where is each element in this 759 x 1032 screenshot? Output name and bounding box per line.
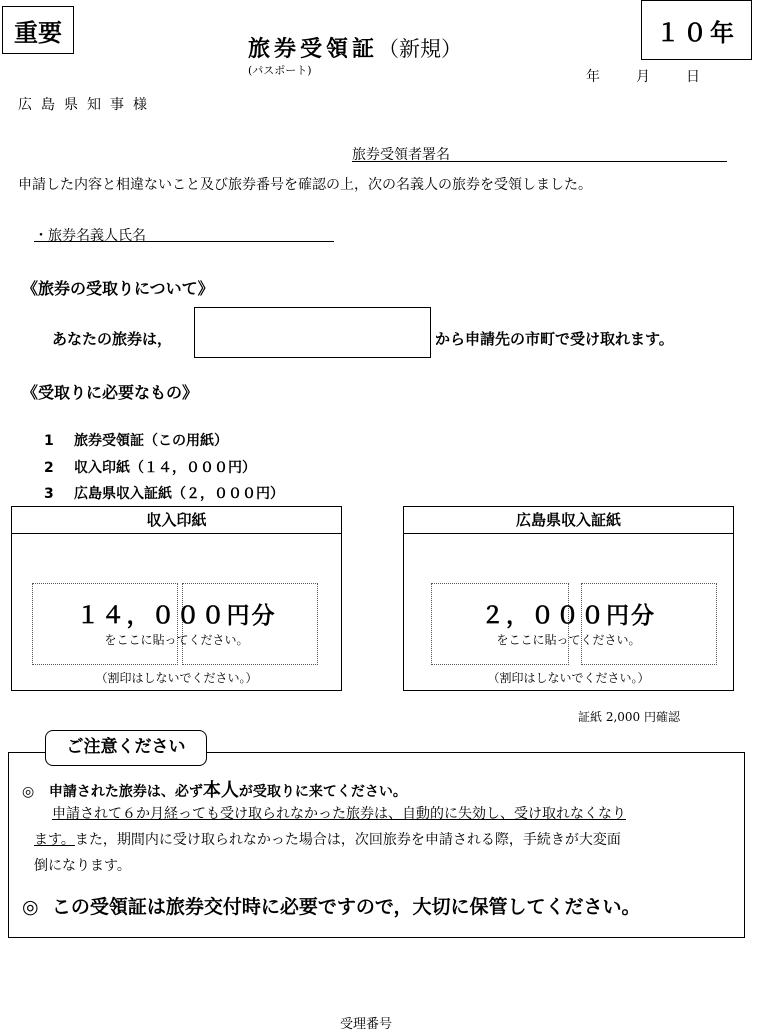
receipt-number-label: 受理番号 [340,1017,393,1032]
notice-item-1-line2: 申請されて６か月経っても受け取られなかった旅券は、自動的に失効し、受け取れなくなり [52,806,626,822]
important-badge: 重要 [2,6,74,54]
pickup-date-box[interactable] [194,307,431,358]
notice-item-1 [22,776,407,802]
validity-badge: １０年 [641,0,752,60]
revenue-stamp-amount: １４，０００円分 [76,603,277,629]
pickup-text-after: から申請先の市町で受け取れます。 [435,330,674,348]
holder-name-field[interactable] [34,241,334,242]
requirement-number: 1 [44,433,54,449]
signature-label: 旅券受領者署名 [352,147,450,163]
notice-item-1-post: が受取りに来てください。 [238,784,407,800]
page-title [248,32,462,63]
requirement-item [44,430,228,450]
date-month: 月 [636,69,650,85]
addressee: 広島県知事様 [18,97,156,113]
pickup-heading: 《旅券の受取りについて》 [22,279,214,298]
date-year: 年 [586,69,600,85]
requirement-number: 3 [44,486,54,502]
requirement-item [44,483,284,503]
notice-item-1-emphasis: 本人 [202,780,239,801]
notice-item-1-line3-underlined: ます。 [34,832,75,848]
title-sub: （新規） [378,37,463,61]
prefecture-stamp-note: （割印はしないでください。） [487,671,650,685]
notice-item-1-pre: 申請された旅券は、必ず [48,784,203,800]
revenue-stamp-instruction: をここに貼ってください。 [104,633,249,647]
requirements-heading: 《受取りに必要なもの》 [22,383,199,402]
notice-item-1-line4: 倒になります。 [34,858,131,874]
revenue-stamp-title: 収入印紙 [12,507,341,534]
notice-item-1-line3-rest: また，期間内に受け取られなかった場合は，次回旅券を申請される際，手続きが大変面 [74,832,621,848]
title-ruby: (パスポート) [248,64,312,77]
pickup-text-before: あなたの旅券は， [52,330,173,348]
revenue-stamp-note: （割印はしないでください。） [95,671,258,685]
notice-item-2 [22,892,640,919]
prefecture-stamp-box[interactable] [403,506,734,691]
notice-item-1-line3 [34,829,621,849]
prefecture-stamp-amount: ２，０００円分 [481,603,656,629]
revenue-stamp-box[interactable] [11,506,342,691]
requirement-text: 収入印紙（１４，０００円） [74,460,256,476]
requirement-item [44,457,256,477]
notice-item-2-text: この受領証は旅券交付時に必要ですので，大切に保管してください。 [51,896,641,918]
requirement-text: 広島県収入証紙（２，０００円） [74,486,284,502]
title-main: 旅券受領証 [248,37,379,62]
requirement-number: 2 [44,460,54,476]
declaration-text: 申請した内容と相違ないこと及び旅券番号を確認の上，次の名義人の旅券を受領しました。 [18,177,592,193]
holder-name-label: ・旅券名義人氏名 [34,228,146,244]
stamp-confirmation: 証紙 2,000 円確認 [578,710,680,724]
signature-field[interactable] [352,161,727,162]
notice-mark: ◎ [22,784,35,800]
prefecture-stamp-title: 広島県収入証紙 [404,507,733,534]
date-line [586,66,700,86]
notice-mark: ◎ [22,896,39,918]
requirement-text: 旅券受領証（この用紙） [74,433,228,449]
prefecture-stamp-instruction: をここに貼ってください。 [496,633,641,647]
notice-tab: ご注意ください [45,730,207,766]
date-day: 日 [686,69,700,85]
